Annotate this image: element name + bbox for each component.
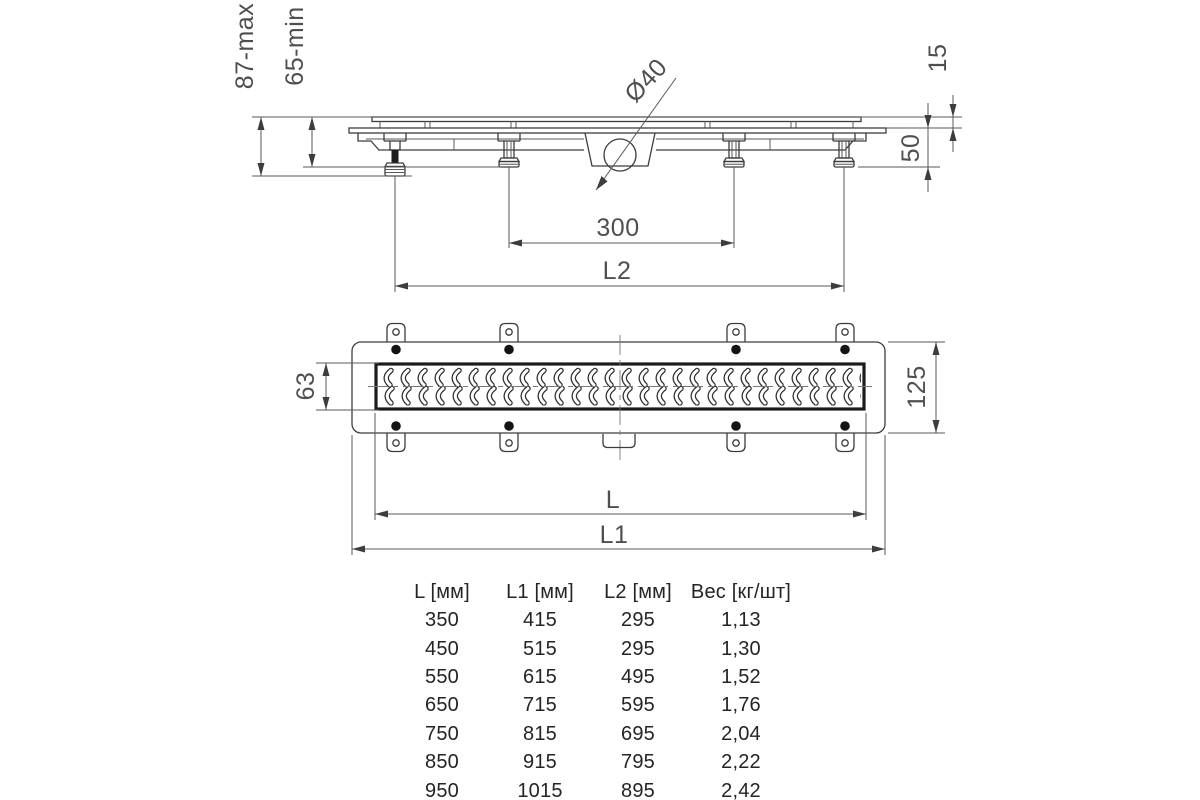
dimension-125 xyxy=(888,342,945,433)
table-cell: 815 xyxy=(523,722,557,745)
table-cell: 1,30 xyxy=(721,637,761,660)
table-cell: 550 xyxy=(425,666,459,689)
mounting-tab xyxy=(387,324,405,355)
table-cell: 1,13 xyxy=(721,609,761,632)
mounting-tab xyxy=(387,421,405,451)
dim-l-label: L xyxy=(605,486,621,514)
table-cell: 850 xyxy=(425,751,459,774)
table-cell: 515 xyxy=(523,637,557,660)
dimension-65-min xyxy=(281,6,316,167)
dim-125-label: 125 xyxy=(903,365,931,409)
dimension-87-max xyxy=(231,3,265,176)
table-cell: 295 xyxy=(621,609,655,632)
table-cell: 2,22 xyxy=(721,751,761,774)
table-header: L1 [мм] xyxy=(506,580,574,603)
table-cell: 495 xyxy=(621,666,655,689)
table-cell: 1,52 xyxy=(721,666,761,689)
dim-l2-label: L2 xyxy=(602,257,632,285)
table-cell: 695 xyxy=(621,722,655,745)
dim-87-max-label: 87-max xyxy=(231,2,259,90)
table-cell: 450 xyxy=(425,637,459,660)
mounting-tab xyxy=(500,324,518,355)
table-cell: 750 xyxy=(425,722,459,745)
table-cell: 595 xyxy=(621,694,655,717)
side-flange-plate xyxy=(349,128,886,133)
table-cell: 715 xyxy=(523,694,557,717)
leader-arrow xyxy=(596,176,608,190)
dim-l1-label: L1 xyxy=(599,521,629,549)
table-cell: 1,76 xyxy=(721,694,761,717)
dim-63-label: 63 xyxy=(292,371,320,401)
dimension-diameter-40 xyxy=(619,53,673,108)
table-header: Вес [кг/шт] xyxy=(690,580,792,603)
table-cell: 795 xyxy=(621,751,655,774)
dim-50-label: 50 xyxy=(897,133,925,163)
table-header: L [мм] xyxy=(414,580,470,603)
table-cell: 2,04 xyxy=(721,722,761,745)
spec-table xyxy=(393,578,795,800)
dimension-63 xyxy=(292,363,379,410)
side-view-dimensions xyxy=(231,3,962,290)
table-cell: 295 xyxy=(621,637,655,660)
table-cell: 950 xyxy=(425,779,459,800)
table-cell: 2,42 xyxy=(721,779,761,800)
drain-sump xyxy=(585,133,655,166)
mounting-tab xyxy=(836,324,854,355)
dimension-l xyxy=(375,413,866,520)
dim-diameter-label: Ø40 xyxy=(619,53,674,108)
plan-view xyxy=(352,324,885,461)
bottom-outlet-stub xyxy=(603,434,635,448)
mounting-tab xyxy=(500,421,518,451)
side-grate-rail xyxy=(372,117,861,122)
dim-65-min-label: 65-min xyxy=(281,6,309,86)
dimension-50 xyxy=(897,103,932,192)
table-cell: 415 xyxy=(523,609,557,632)
table-cell: 350 xyxy=(425,609,459,632)
mounting-tab xyxy=(727,421,745,451)
dimension-l2 xyxy=(395,257,844,290)
table-cell: 1015 xyxy=(517,779,563,800)
dimension-300 xyxy=(509,214,734,247)
dim-15-label: 15 xyxy=(924,43,952,73)
table-cell: 615 xyxy=(523,666,557,689)
dim-300-label: 300 xyxy=(596,214,640,242)
channel-body-inner-line xyxy=(366,139,864,150)
table-cell: 915 xyxy=(523,751,557,774)
mounting-tab xyxy=(727,324,745,355)
dimension-15 xyxy=(924,44,957,152)
mounting-tab xyxy=(836,421,854,451)
table-cell: 895 xyxy=(621,779,655,800)
table-cell: 650 xyxy=(425,694,459,717)
grate-support-ticks xyxy=(380,122,853,129)
table-header: L2 [мм] xyxy=(604,580,672,603)
